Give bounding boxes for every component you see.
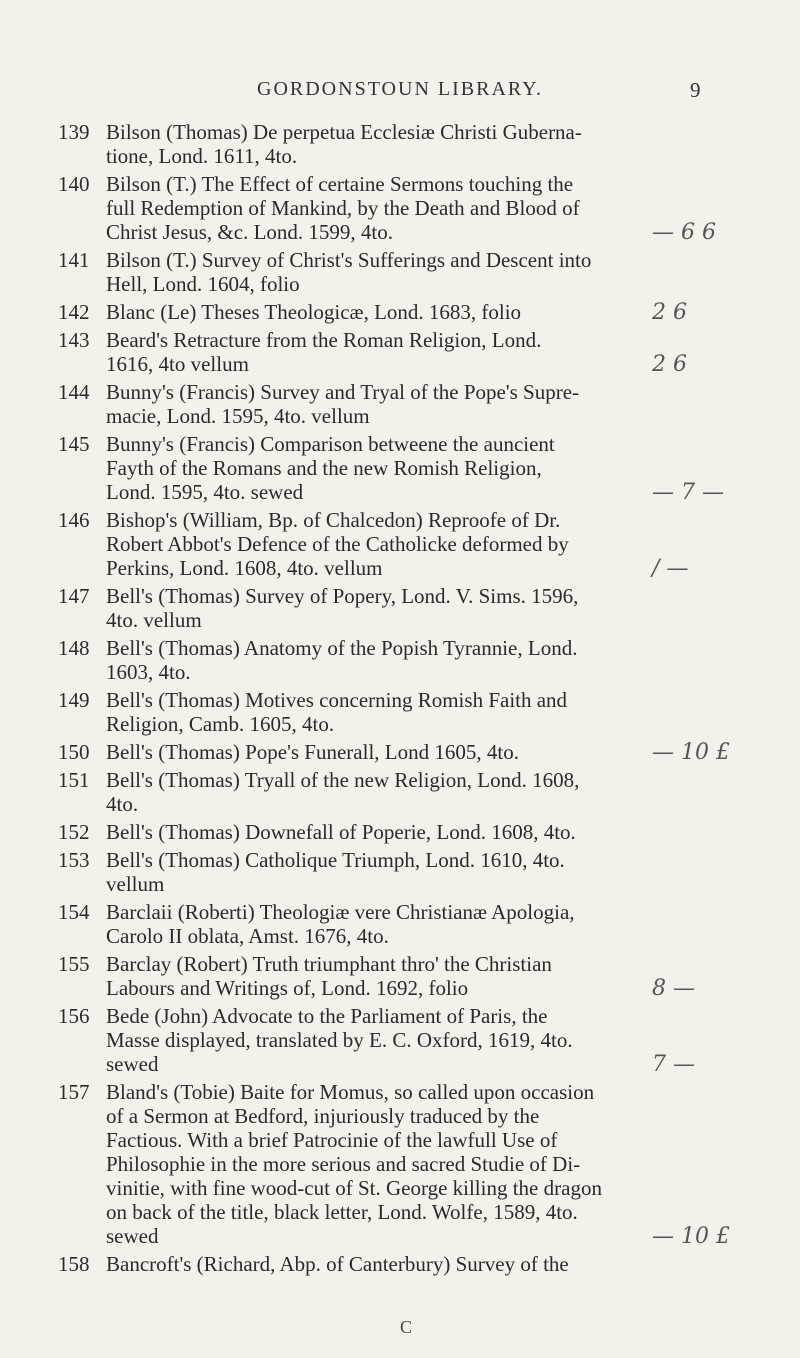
entry-line [58,660,618,684]
catalogue-entry [58,952,618,1000]
entry-text: Bell's (Thomas) Pope's Funerall, Lond 1605, 4to. [106,740,519,764]
catalogue-entry [58,1004,618,1076]
entry-text: Beard's Retracture from the Roman Religion, Lond. [106,328,542,352]
entry-line [58,352,618,376]
catalogue-entry [58,636,618,684]
entry-line [58,1224,618,1248]
entry-text: Bell's (Thomas) Motives concerning Romish Faith and [106,688,568,712]
entry-text: sewed [106,1224,159,1248]
entry-text: Bilson (T.) Survey of Christ's Sufferings and Descent into [106,248,592,272]
entry-text: 1603, 4to. [106,660,191,684]
entry-line [58,740,618,764]
entry-number: 139 [58,120,90,144]
signature-mark: C [400,1317,413,1337]
entry-text: Masse displayed, translated by E. C. Oxford, 1619, 4to. [106,1028,573,1052]
entry-text: Bell's (Thomas) Anatomy of the Popish Tyrannie, Lond. [106,636,578,660]
entry-text: Factious. With a brief Patrocinie of the lawfull Use of [106,1128,558,1152]
entry-line [58,820,618,844]
entry-number: 146 [58,508,90,532]
entry-line [58,1152,618,1176]
entry-number: 156 [58,1004,90,1028]
entry-text: Religion, Camb. 1605, 4to. [106,712,335,736]
entry-line [58,688,618,712]
price-annotation: / — [652,556,689,581]
entry-line [58,300,618,324]
price-annotation: — 6 6 [652,220,716,245]
entry-line [58,432,618,456]
entry-line [58,712,618,736]
price-annotation: — 10 £ [652,740,730,765]
entry-text: Labours and Writings of, Lond. 1692, folio [106,976,469,1000]
entry-number: 158 [58,1252,90,1276]
catalogue-entry [58,120,618,168]
entry-line [58,144,618,168]
entry-text: 4to. vellum [106,608,202,632]
entry-text: Bell's (Thomas) Catholique Triumph, Lond. 1610, 4to. [106,848,565,872]
entry-line [58,248,618,272]
catalogue-entry [58,328,618,376]
catalogue-entry [58,740,618,764]
price-annotation: 7 — [652,1052,695,1077]
entry-text: Bland's (Tobie) Baite for Momus, so called upon occasion [106,1080,595,1104]
entry-number: 147 [58,584,90,608]
entry-line [58,272,618,296]
entry-line [58,556,618,580]
entry-line [58,404,618,428]
entry-line [58,380,618,404]
entry-line [58,1004,618,1028]
entry-number: 157 [58,1080,90,1104]
entry-text: vellum [106,872,165,896]
entry-line [58,608,618,632]
price-annotation: 2 6 [652,352,687,377]
entry-number: 151 [58,768,90,792]
entry-number: 148 [58,636,90,660]
entry-text: Bell's (Thomas) Downefall of Poperie, Lond. 1608, 4to. [106,820,576,844]
entry-line [58,456,618,480]
catalogue-entry [58,584,618,632]
catalogue-entries [58,120,618,1280]
entry-text: Bunny's (Francis) Survey and Tryal of the Pope's Supre- [106,380,580,404]
entry-text: Fayth of the Romans and the new Romish Religion, [106,456,542,480]
catalogue-entry [58,380,618,428]
entry-text: macie, Lond. 1595, 4to. vellum [106,404,370,428]
running-head [0,78,800,106]
entry-line [58,976,618,1000]
entry-text: tione, Lond. 1611, 4to. [106,144,298,168]
entry-line [58,120,618,144]
entry-line [58,1080,618,1104]
entry-line [58,1104,618,1128]
catalogue-entry [58,768,618,816]
entry-text: Bunny's (Francis) Comparison betweene the auncient [106,432,555,456]
price-annotation: — 7 — [652,480,724,505]
entry-number: 141 [58,248,90,272]
catalogue-entry [58,172,618,244]
entry-line [58,1028,618,1052]
entry-text: Barclaii (Roberti) Theologiæ vere Christianæ Apologia, [106,900,575,924]
entry-line [58,848,618,872]
catalogue-entry [58,848,618,896]
entry-line [58,872,618,896]
entry-number: 152 [58,820,90,844]
entry-number: 140 [58,172,90,196]
entry-line [58,584,618,608]
entry-line [58,1200,618,1224]
entry-line [58,508,618,532]
entry-text: Robert Abbot's Defence of the Catholicke deformed by [106,532,569,556]
entry-text: Bell's (Thomas) Tryall of the new Religion, Lond. 1608, [106,768,580,792]
entry-number: 149 [58,688,90,712]
catalogue-entry [58,432,618,504]
entry-number: 155 [58,952,90,976]
entry-text: Christ Jesus, &c. Lond. 1599, 4to. [106,220,393,244]
entry-text: Barclay (Robert) Truth triumphant thro' the Christian [106,952,552,976]
entry-text: Philosophie in the more serious and sacred Studie of Di- [106,1152,581,1176]
entry-text: Bede (John) Advocate to the Parliament of Paris, the [106,1004,548,1028]
entry-number: 150 [58,740,90,764]
entry-line [58,1176,618,1200]
catalogue-entry [58,688,618,736]
entry-text: Hell, Lond. 1604, folio [106,272,300,296]
entry-text: Carolo II oblata, Amst. 1676, 4to. [106,924,389,948]
price-annotation: 8 — [652,976,695,1001]
entry-line [58,636,618,660]
entry-line [58,924,618,948]
entry-text: Perkins, Lond. 1608, 4to. vellum [106,556,383,580]
entry-text: Bilson (T.) The Effect of certaine Sermons touching the [106,172,574,196]
entry-line [58,768,618,792]
entry-number: 143 [58,328,90,352]
entry-line [58,1252,618,1276]
catalogue-entry [58,508,618,580]
entry-number: 145 [58,432,90,456]
entry-line [58,196,618,220]
catalogue-entry [58,820,618,844]
entry-line [58,532,618,556]
entry-text: on back of the title, black letter, Lond. Wolfe, 1589, 4to. [106,1200,578,1224]
entry-text: vinitie, with fine wood-cut of St. George killing the dragon [106,1176,602,1200]
entry-text: Bancroft's (Richard, Abp. of Canterbury) Survey of the [106,1252,569,1276]
entry-number: 153 [58,848,90,872]
entry-number: 142 [58,300,90,324]
entry-line [58,792,618,816]
running-title: GORDONSTOUN LIBRARY. [257,78,543,100]
entry-line [58,900,618,924]
entry-line [58,220,618,244]
entry-number: 144 [58,380,90,404]
page-number: 9 [690,78,701,102]
entry-text: Lond. 1595, 4to. sewed [106,480,304,504]
entry-text: full Redemption of Mankind, by the Death and Blood of [106,196,580,220]
entry-number: 154 [58,900,90,924]
entry-text: Bilson (Thomas) De perpetua Ecclesiæ Christi Guberna- [106,120,582,144]
catalogue-entry [58,1252,618,1276]
entry-line [58,480,618,504]
catalogue-entry [58,900,618,948]
price-annotation: 2 6 [652,300,687,325]
entry-line [58,952,618,976]
entry-line [58,172,618,196]
entry-text: of a Sermon at Bedford, injuriously traduced by the [106,1104,540,1128]
entry-line [58,328,618,352]
entry-text: sewed [106,1052,159,1076]
entry-line [58,1052,618,1076]
entry-text: Bell's (Thomas) Survey of Popery, Lond. V. Sims. 1596, [106,584,579,608]
entry-text: Blanc (Le) Theses Theologicæ, Lond. 1683, folio [106,300,522,324]
entry-text: 1616, 4to vellum [106,352,249,376]
catalogue-entry [58,1080,618,1248]
catalogue-entry [58,248,618,296]
entry-line [58,1128,618,1152]
entry-text: Bishop's (William, Bp. of Chalcedon) Reproofe of Dr. [106,508,561,532]
catalogue-entry [58,300,618,324]
entry-text: 4to. [106,792,139,816]
price-annotation: — 10 £ [652,1224,730,1249]
